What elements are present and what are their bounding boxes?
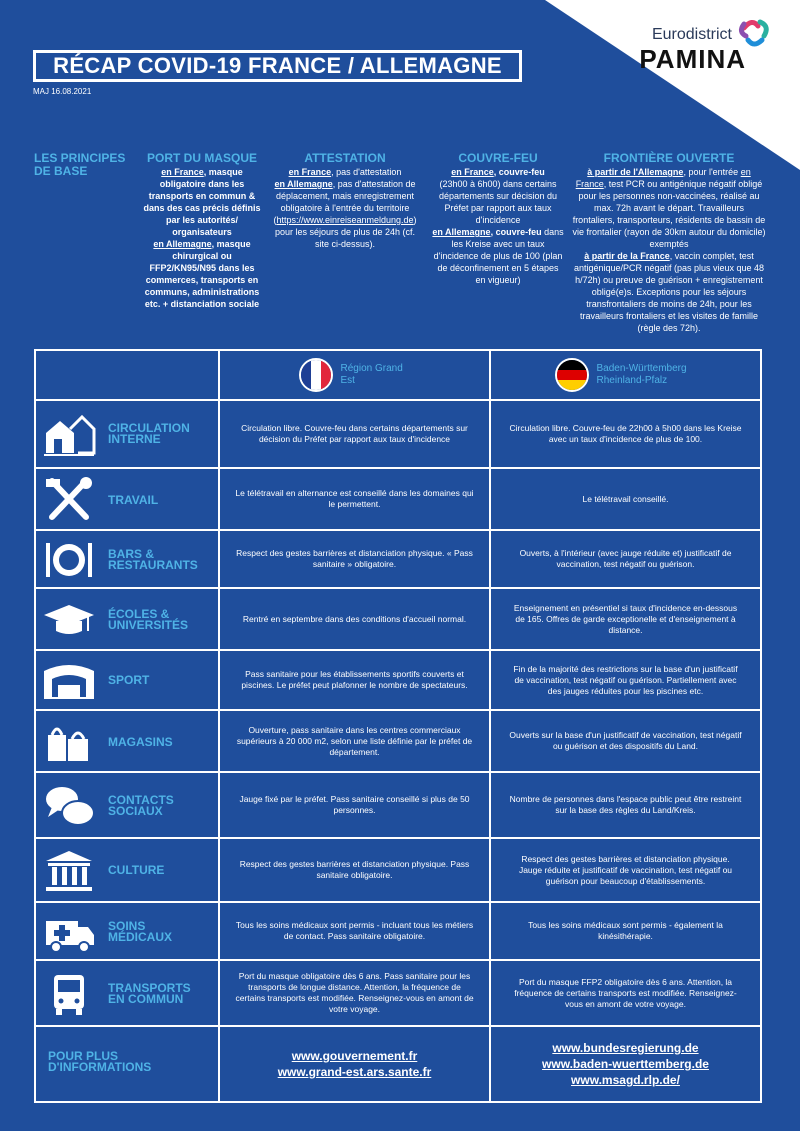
row-de: Nombre de personnes dans l'espace public peut être restreint sur la base des règles du Land/Kreis. [489,773,760,837]
house-arrows-icon [42,411,96,457]
border-a-label2: en France [575,167,751,189]
row-label: CONTACTS SOCIAUX [108,793,174,818]
curfew-title: COUVRE-FEU [458,151,538,165]
header-fr: Région Grand Est [340,363,403,386]
mask-column [140,152,264,310]
link-ars[interactable]: www.grand-est.ars.sante.fr [277,1065,432,1079]
link-gouvernement[interactable]: www.gouvernement.fr [291,1049,418,1063]
row-fr: Respect des gestes barrières et distanciation physique. « Pass sanitaire » obligatoire. [218,531,489,587]
table-row [36,771,760,837]
ambulance-icon [42,909,96,955]
curfew-fr-label: en France [451,167,494,177]
curfew-fr-rest: (23h00 à 6h00) dans certains départements sur décision du Préfet par rapport aux taux d'incidence [438,179,558,225]
mask-de-text: , masque chirurgical ou FFP2/KN95/N95 dans les commerces, transports en communs, administrations etc. + distanciation sociale [144,239,260,309]
pamina-mark-icon [736,14,776,54]
row-fr: Rentré en septembre dans des conditions d'accueil normal. [218,589,489,649]
plate-cutlery-icon [42,537,96,583]
border-title: FRONTIÈRE OUVERTE [603,151,735,165]
row-label: ÉCOLES & UNIVERSITÉS [108,607,189,632]
row-fr: Pass sanitaire pour les établissements sportifs couverts et piscines. Le préfet peut plafonner le nombre de spectateurs. [218,651,489,709]
row-label: BARS & RESTAURANTS [108,547,198,572]
tools-icon [42,477,96,523]
shopping-bags-icon [42,719,96,765]
row-label: CULTURE [108,863,165,877]
attestation-de-label: en Allemagne [274,179,333,189]
logo-line2: PAMINA [639,44,746,74]
row-label: CIRCULATION INTERNE [108,421,190,446]
row-label: SPORT [108,673,150,687]
curfew-de-text: , couvre-feu [490,227,542,237]
border-a-text: , pour l'entrée [683,167,741,177]
fr-links [278,1048,432,1080]
row-label: MAGASINS [108,735,173,749]
table-row [36,399,760,467]
footer-label: POUR PLUS D'INFORMATIONS [48,1049,152,1074]
row-fr: Circulation libre. Couvre-feu dans certains départements sur décision du Préfet par rapport aux taux d'incidence [218,401,489,467]
row-label: SOINS MÉDICAUX [108,919,173,944]
table-row [36,959,760,1025]
pamina-logo [606,14,776,74]
row-de: Enseignement en présentiel si taux d'incidence en-dessous de 165. Offres de garde exceptionelle et d'enseignement à distance. [489,589,760,649]
link-bundesregierung[interactable]: www.bundesregierung.de [552,1041,699,1055]
bus-icon [42,971,96,1017]
row-fr: Le télétravail en alternance est conseillé dans les domaines qui le permettent. [218,469,489,529]
link-bw[interactable]: www.baden-wuerttemberg.de [542,1057,709,1071]
row-de: Ouverts, à l'intérieur (avec jauge réduite et) justificatif de vaccination, test négatif ou guérison. [489,531,760,587]
row-de: Ouverts sur la base d'un justificatif de vaccination, test négatif ou guérison et des dispositifs du Land. [489,711,760,771]
curfew-column [432,152,564,286]
principles-heading: LES PRINCIPES DE BASE [34,151,126,178]
update-date: MAJ 16.08.2021 [33,87,92,96]
table-header-row [36,351,760,399]
curfew-fr-text: , couvre-feu [493,167,545,177]
row-label: TRAVAIL [108,493,159,507]
row-fr: Port du masque obligatoire dès 6 ans. Pass sanitaire pour les transports de longue distance. Attention, la fréquence de certains transports est modifiée. Renseignez-vous en amont de votre voyage. [218,961,489,1025]
header-de: Baden-Württemberg Rheinland-Pfalz [596,363,687,386]
logo-line1: Eurodistrict [651,26,732,43]
border-a-label: à partir de l'Allemagne [587,167,684,177]
attestation-fr-label: en France [288,167,332,177]
table-row [36,649,760,709]
attestation-column [272,152,418,250]
row-fr: Respect des gestes barrières et distanciation physique. Pass sanitaire obligatoire. [218,839,489,901]
mask-title: PORT DU MASQUE [146,151,257,165]
row-de: Le télétravail conseillé. [489,469,760,529]
border-b-label: à partir de la France [584,251,670,261]
de-links [542,1040,709,1088]
row-label: TRANSPORTS EN COMMUN [108,981,191,1006]
page-title: RÉCAP COVID-19 FRANCE / ALLEMAGNE [33,50,522,82]
row-de: Tous les soins médicaux sont permis - également la kinésithérapie. [489,903,760,959]
row-de: Respect des gestes barrières et distanciation physique. Jauge réduite et justificatif de vaccination, test négatif ou guérison pour beaucoup d'établissements. [489,839,760,901]
attestation-tail: ) pour les séjours de plus de 24h (cf. site ci-dessus). [274,215,417,249]
graduation-cap-icon [42,597,96,643]
border-b-rest: , vaccin complet, test antigénique/PCR négatif (pas plus vieux que 48 h/72h) ou preuve de guérison + enregistrement obligé(e)s. Exceptions pour les séjours transfrontaliers de moins de 24h, pour les travailleurs frontaliers et les visites de famille (règle des 72h). [573,251,765,333]
row-fr: Ouverture, pass sanitaire dans les centres commerciaux supérieurs à 20 000 m2, selon une liste définie par le préfet de département. [218,711,489,771]
attestation-fr-text: , pas d'attestation [331,167,402,177]
row-fr: Jauge fixé par le préfet. Pass sanitaire conseillé si plus de 50 personnes. [218,773,489,837]
border-column [572,152,766,334]
table-row [36,587,760,649]
curfew-de-rest: dans les Kreise avec un taux d'incidence de plus de 100 (plan de déconfinement en 5 étapes en vigueur) [433,227,564,285]
table-row [36,467,760,529]
attestation-title: ATTESTATION [304,151,386,165]
border-a-rest: , test PCR ou antigénique négatif obligé pour les personnes non-vaccinées, réalisé au max. 72h avant le départ. Travailleurs frontaliers, transporteurs, résidents de bassin de vie frontalier (rayon de 30km autour du domicile) exemptés [572,179,766,249]
table-row [36,901,760,959]
mask-fr-text: , masque obligatoire dans les transports en commun & dans des cas précis définis par les autorités/ organisateurs [143,167,261,237]
stadium-icon [42,657,96,703]
curfew-de-label: en Allemagne [432,227,491,237]
speech-bubbles-icon [42,783,96,829]
row-fr: Tous les soins médicaux sont permis - incluant tous les métiers de contact. Pass sanitaire obligatoire. [218,903,489,959]
row-de: Port du masque FFP2 obligatoire dès 6 ans. Attention, la fréquence de certains transports est modifiée. Renseignez-vous en amont de votre voyage. [489,961,760,1025]
mask-de-label: en Allemagne [153,239,212,249]
museum-icon [42,847,96,893]
comparison-table [34,349,762,1103]
row-de: Circulation libre. Couvre-feu de 22h00 à 5h00 dans les Kreise avec un taux d'incidence de plus de 100. [489,401,760,467]
france-flag-icon [299,358,333,392]
link-msagd[interactable]: www.msagd.rlp.de/ [571,1073,680,1087]
table-row [36,837,760,901]
table-row [36,529,760,587]
mask-fr-label: en France [161,167,204,177]
attestation-de-text: , pas d'attestation de déplacement, mais enregistrement obligatoire à l'entrée du territoire ( [273,179,416,225]
table-row [36,709,760,771]
row-de: Fin de la majorité des restrictions sur la base d'un justificatif de vaccination, test négatif ou guérison. Partiellement avec des jauges réduites pour les piscines etc. [489,651,760,709]
table-footer-row [36,1025,760,1101]
germany-flag-icon [555,358,589,392]
attestation-link[interactable]: https://www.einreiseanmeldung.de [276,215,414,225]
